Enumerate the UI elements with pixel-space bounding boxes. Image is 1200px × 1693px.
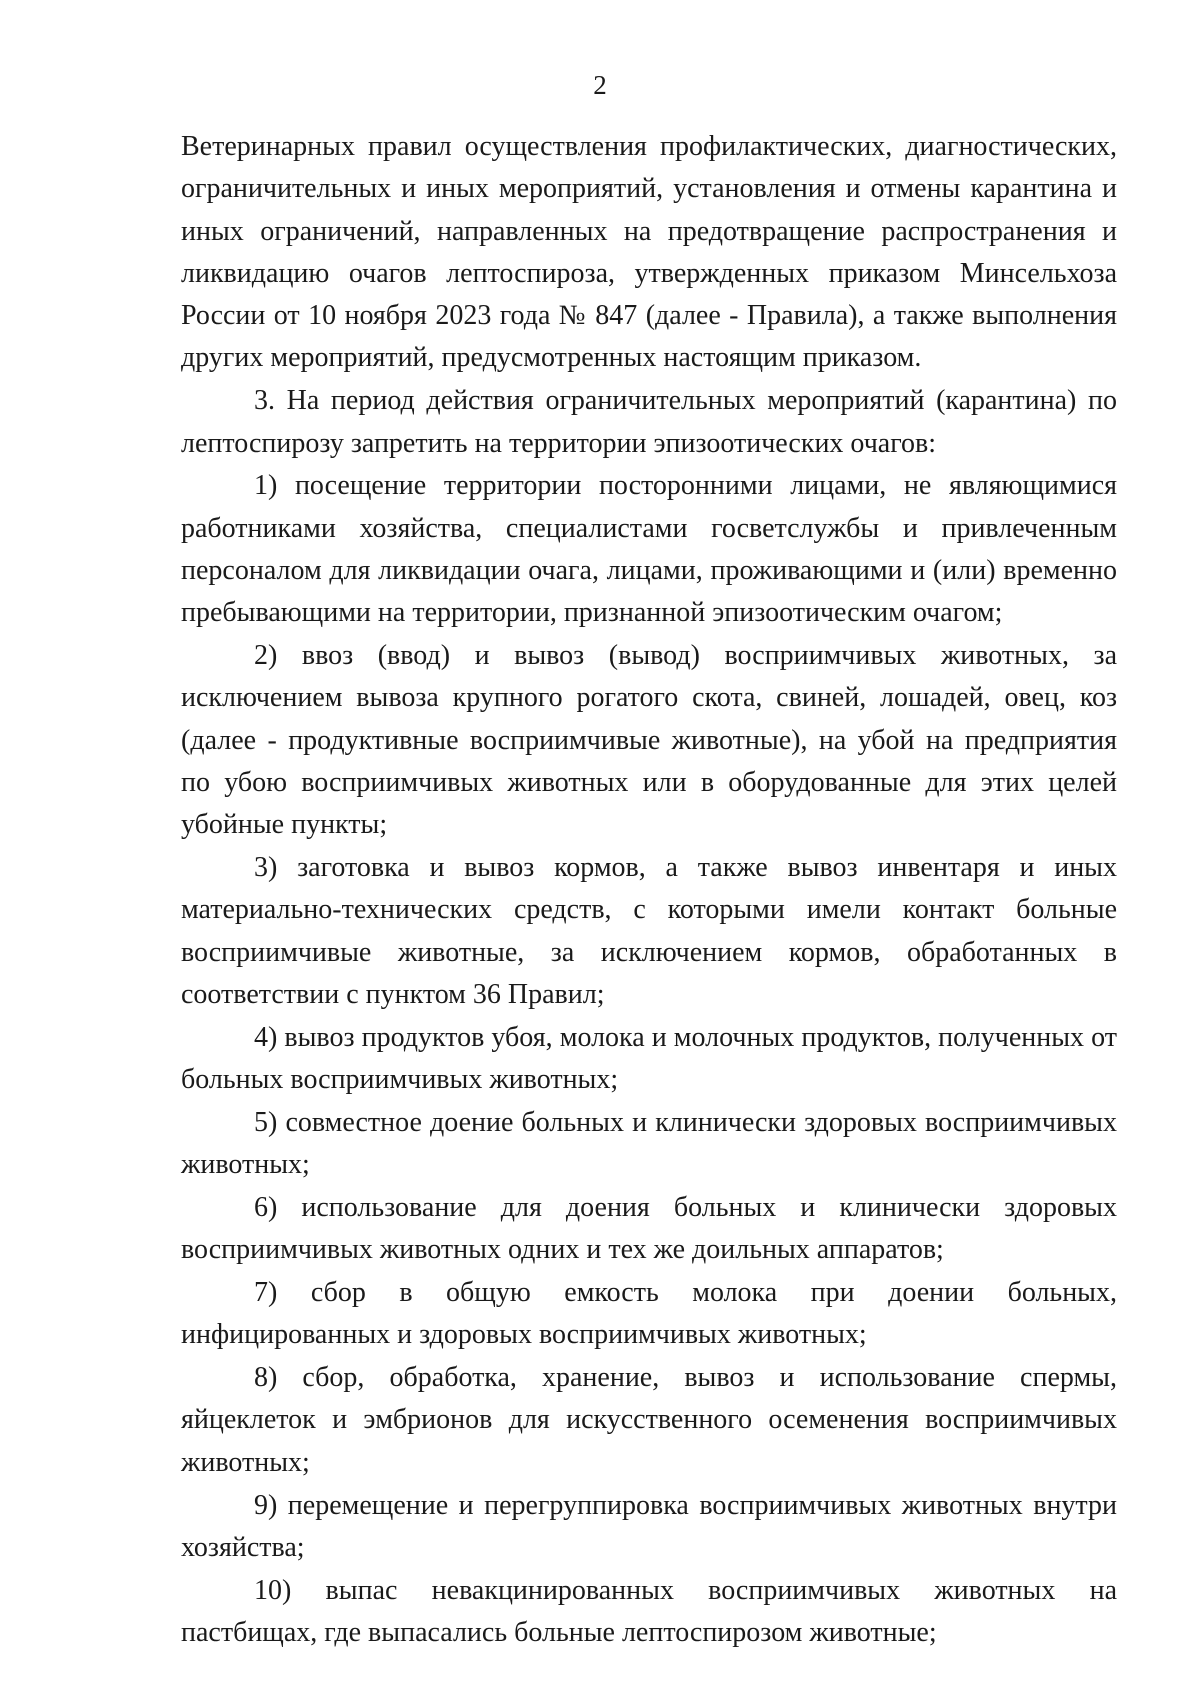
list-item-7: 7) сбор в общую емкость молока при доении больных, инфицированных и здоровых восприимчивых животных; (181, 1277, 1117, 1351)
list-item-1: 1) посещение территории посторонними лицами, не являющимися работниками хозяйства, специалистами госветслужбы и привлеченным персоналом для ликвидации очага, лицами, проживающими и (или) временно пребывающими на территории, признанной эпизоотическим очагом; (181, 470, 1117, 629)
page-number: 2 (593, 70, 607, 100)
document-body (181, 126, 1117, 1655)
paragraph-item-3: 3. На период действия ограничительных мероприятий (карантина) по лептоспирозу запретить на территории эпизоотических очагов: (181, 385, 1117, 459)
list-item-9: 9) перемещение и перегруппировка восприимчивых животных внутри хозяйства; (181, 1489, 1117, 1563)
list-item-10: 10) выпас невакцинированных восприимчивых животных на пастбищах, где выпасались больные лептоспирозом животные; (181, 1574, 1117, 1648)
list-item-8: 8) сбор, обработка, хранение, вывоз и использование спермы, яйцеклеток и эмбрионов для искусственного осеменения восприимчивых животных; (181, 1362, 1117, 1478)
paragraph-intro: Ветеринарных правил осуществления профилактических, диагностических, ограничительных и иных мероприятий, установления и отмены карантина и иных ограничений, направленных на предотвращение распространения и ликвидацию очагов лептоспироза, утвержденных приказом Минсельхоза России от 10 ноября 2023 года № 847 (далее - Правила), а также выполнения других мероприятий, предусмотренных настоящим приказом. (181, 131, 1117, 374)
list-item-5: 5) совместное доение больных и клинически здоровых восприимчивых животных; (181, 1106, 1117, 1181)
list-item-3: 3) заготовка и вывоз кормов, а также вывоз инвентаря и иных материально-технических средств, с которыми имели контакт больные восприимчивые животные, за исключением кормов, обработанных в соответствии с пунктом 36 Правил; (181, 852, 1117, 1010)
list-item-4: 4) вывоз продуктов убоя, молока и молочных продуктов, полученных от больных восприимчивых животных; (181, 1021, 1117, 1096)
list-item-2: 2) ввоз (ввод) и вывоз (вывод) восприимчивых животных, за исключением вывоза крупного рогатого скота, свиней, лошадей, овец, коз (далее - продуктивные восприимчивые животные), на убой на предприятия по убою восприимчивых животных или в оборудованные для этих целей убойные пункты; (181, 640, 1117, 841)
list-item-6: 6) использование для доения больных и клинически здоровых восприимчивых животных одних и тех же доильных аппаратов; (181, 1191, 1117, 1266)
